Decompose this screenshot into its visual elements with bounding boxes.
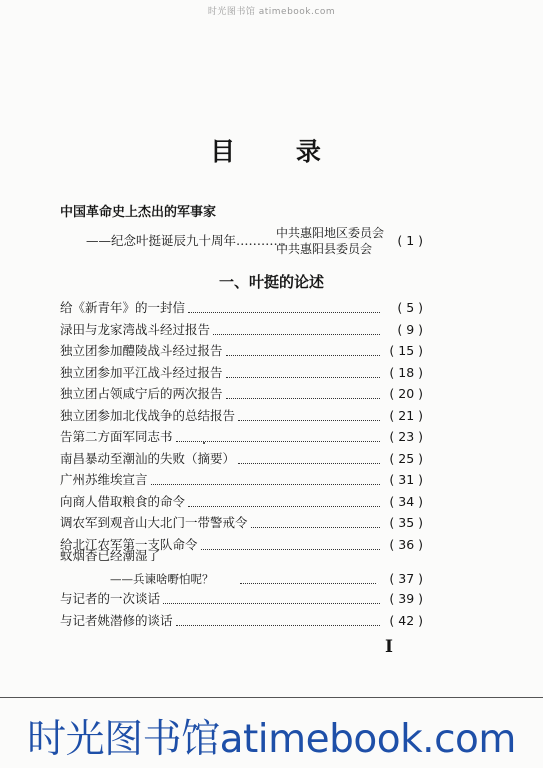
intro-page: ( 1 ): [397, 233, 423, 248]
toc-entry-leader: [176, 625, 380, 626]
toc-entry-page: ( 39 ): [389, 591, 423, 606]
toc-entry-title: 给《新青年》的一封信: [60, 300, 186, 315]
toc-entry-page: ( 21 ): [389, 407, 423, 423]
toc-entry-title: 广州苏维埃宣言: [60, 472, 148, 487]
toc-entry-leader: [238, 463, 380, 464]
toc-entry-title: 给北江农军第一支队命令: [60, 536, 198, 552]
toc-entry-title: 独立团占领咸宁后的两次报告: [60, 386, 223, 401]
toc-entry-leader: [226, 377, 380, 378]
page-number: I: [385, 637, 393, 657]
intro-author-1: 中共惠阳地区委员会: [276, 226, 385, 240]
toc-entry-title: 独立团参加平江战斗经过报告: [60, 364, 223, 380]
toc-entry-title: 向商人借取粮食的命令: [60, 493, 186, 509]
toc-entry-leader: [163, 603, 380, 604]
toc-entry-leader: [226, 398, 380, 399]
intro-heading: 中国革命史上杰出的军事家: [60, 205, 217, 220]
toc-entry-page: ( 34 ): [389, 493, 423, 509]
toc-entry-page: ( 9 ): [397, 321, 423, 337]
toc-entry-leader: [226, 355, 380, 356]
toc-entry-leader: [188, 312, 380, 313]
toc-entry-page: ( 25 ): [389, 450, 423, 466]
toc-entry-page: ( 36 ): [389, 536, 423, 552]
toc-entry-leader: [213, 334, 380, 335]
toc-entry-page: ( 18 ): [389, 364, 423, 380]
toc-entry-title: 与记者的一次谈话: [60, 591, 161, 606]
toc-entry-title: 调农军到观音山大北门一带警戒令: [60, 515, 248, 530]
toc-entry-leader: [251, 527, 380, 528]
bottom-watermark: 时光图书馆atimebook.com: [27, 717, 516, 762]
page-title: 目 录: [210, 137, 347, 166]
toc-entry-page: ( 5 ): [397, 300, 423, 315]
toc-entry-leader: [188, 506, 380, 507]
toc-entry-title: 告第二方面军同志书: [60, 429, 173, 444]
toc-entry-page: ( 35 ): [389, 515, 423, 530]
toc-entry-multi-leader: [240, 583, 376, 584]
toc-entry-page: ( 31 ): [389, 472, 423, 487]
toc-entry-page: ( 20 ): [389, 386, 423, 401]
intro-author-2: 中共惠阳县委员会: [276, 242, 373, 256]
toc-entry-multi-title: 蚊烟香已经潮湿了: [60, 548, 161, 563]
intro-subtitle: ——纪念叶挺诞辰九十周年…………: [86, 233, 287, 248]
toc-entry-title: 南昌暴动至潮汕的失败（摘要）: [60, 450, 236, 466]
toc-entry-leader: [201, 549, 380, 550]
ink-speck: [203, 442, 205, 444]
toc-entry-multi-subtitle: ——兵谏啥嘢怕呢？: [110, 572, 214, 586]
toc-entry-multi-page: ( 37 ): [389, 571, 423, 586]
top-watermark: 时光图书馆 atimebook.com: [207, 7, 336, 17]
toc-entry-title: 渌田与龙家湾战斗经过报告: [60, 321, 211, 337]
toc-entry-title: 独立团参加醴陵战斗经过报告: [60, 343, 223, 358]
toc-entry-leader: [176, 441, 380, 442]
toc-entry-leader: [151, 484, 380, 485]
toc-entry-page: ( 23 ): [389, 429, 423, 444]
toc-entry-page: ( 15 ): [389, 343, 423, 358]
bottom-rule: [0, 697, 543, 698]
toc-entry-title: 独立团参加北伐战争的总结报告: [60, 407, 236, 423]
section-title: 一、叶挺的论述: [218, 273, 324, 291]
toc-entry-leader: [238, 420, 380, 421]
toc-entry-title: 与记者姚潜修的谈话: [60, 612, 173, 628]
toc-entry-page: ( 42 ): [389, 612, 423, 628]
